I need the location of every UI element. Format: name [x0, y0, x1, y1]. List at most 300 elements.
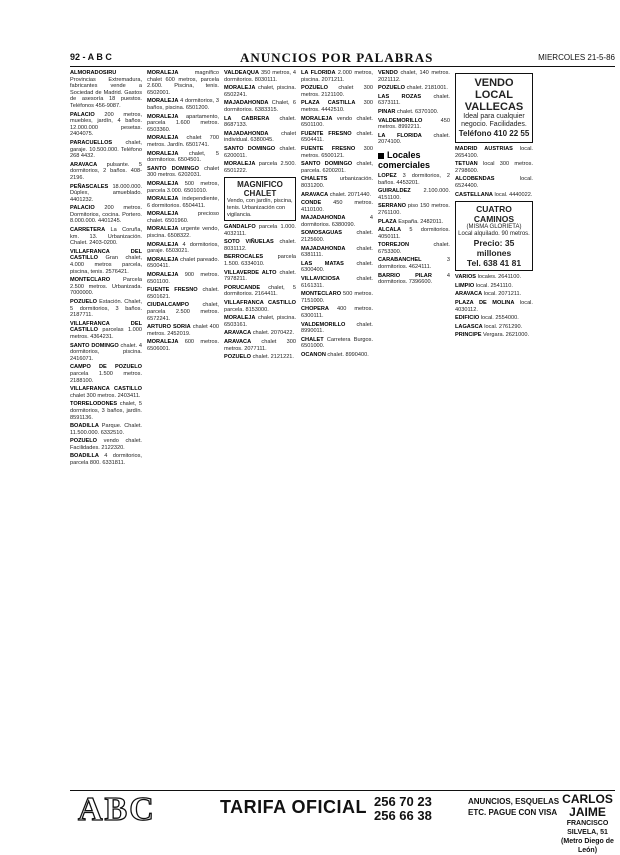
classified-ad-keyword: MAJADAHONDA: [224, 130, 269, 137]
classified-ad-text: chalet. 6753300.: [378, 242, 450, 255]
classified-ad: [147, 135, 219, 148]
classified-ad-keyword: LA FLORIDA: [378, 132, 422, 139]
classified-ad-keyword: MORALEJA: [147, 150, 179, 157]
classified-ad: [147, 211, 219, 224]
classified-ad-keyword: POZUELO: [70, 438, 98, 445]
classified-ad: [147, 257, 219, 270]
classified-ad-text: Provincias Extremadura, fabricantes vende a Sociedad de Madrid. Gastos de asesoría 18 puestos. Teléfonos 456-9087.: [70, 76, 142, 109]
classified-ad-keyword: ALCALA: [378, 227, 401, 234]
classified-ad: [224, 300, 296, 313]
classified-ad: [455, 283, 533, 290]
classified-ad-text: local. 4030112.: [455, 299, 533, 313]
classified-ad-keyword: SANTO DOMINGO: [70, 342, 119, 349]
classified-ad-text: apartamento, parcela 1.600 metros. 6503360.: [147, 113, 219, 133]
classifieds-columns: [70, 70, 615, 785]
classified-ad-text: parcelas 1.000 metros. 4364231.: [70, 327, 142, 340]
classified-ad: [455, 291, 533, 298]
classified-ad-text: 500 metros, parcela 3.000. 6501010.: [147, 180, 219, 194]
classified-ad: [378, 85, 450, 92]
classified-ad-keyword: VILLAFRANCA CASTILLO: [70, 386, 142, 393]
column-ads-top: [378, 70, 450, 146]
classified-ad-keyword: VALDEMORILLO: [301, 321, 346, 328]
classified-ad-text: chalet. 8031112.: [224, 239, 296, 252]
classified-ad-keyword: CHALET: [301, 336, 324, 343]
column-ads: [455, 146, 533, 198]
classified-ad-keyword: PINAR: [378, 108, 396, 115]
classified-ad: [455, 176, 533, 189]
classified-ad-text: chalet. 6504411.: [301, 130, 373, 144]
classified-ad-text: parcela 2.500. 6501222.: [224, 161, 296, 174]
classified-ad-keyword: MONTECLARO: [70, 277, 111, 284]
classified-ad-text: chalet, 5 dormitorios. 6504501.: [147, 150, 219, 164]
classified-ad: [301, 246, 373, 259]
classified-ad-keyword: CARABANCHEL: [378, 257, 422, 264]
classified-ad: [224, 146, 296, 159]
classified-ad: [301, 291, 373, 304]
classified-ad-keyword: MAJADAHONDA: [301, 215, 346, 222]
square-bullet-icon: [378, 153, 384, 159]
classified-ad-text: chalet, piscina. 6502241.: [224, 85, 296, 98]
classified-ad-keyword: PLAZA: [378, 218, 397, 225]
classified-ad: [224, 85, 296, 98]
classified-ad-keyword: CIUDALCAMPO: [147, 302, 189, 309]
classified-ad: [147, 339, 219, 352]
classified-ad-keyword: ARAVACA: [455, 291, 483, 298]
classified-ad: [224, 224, 296, 237]
classified-ad: [70, 321, 142, 341]
classified-ad-keyword: MORALEJA: [224, 315, 256, 322]
classified-ad-keyword: MORALEJA: [147, 196, 179, 203]
classified-ad: [378, 70, 450, 83]
cc-title: CUATRO CAMINOS: [473, 204, 515, 225]
classified-ad-text: chalet. 8990400.: [325, 351, 369, 358]
classified-ad: [70, 112, 142, 138]
agency-name: CARLOS JAIME: [562, 792, 613, 819]
classified-ad-text: 200 metros, muebles, jardín, 4 baños. 12.000.000 pesetas. 2404075.: [70, 111, 142, 138]
classified-ad: [301, 116, 373, 129]
classified-ad-keyword: CONDE: [301, 200, 322, 207]
classified-ad-keyword: MORALEJA: [147, 180, 179, 187]
classified-ad-keyword: LIMPIO: [455, 282, 475, 289]
classified-ad: [224, 161, 296, 174]
classified-ad: [301, 322, 373, 335]
classified-ad-keyword: PARACUELLOS: [70, 139, 113, 146]
classified-ad: [224, 339, 296, 352]
classified-ad-text: chalet. 4 dormitorios, piscina. 2416071.: [70, 342, 142, 362]
classified-ad-text: urbanización. 8031200.: [301, 176, 373, 189]
classified-ad: [224, 354, 296, 361]
classified-ad-keyword: EDIFICIO: [455, 315, 480, 322]
classified-ad-text: 4 dormitorios. 6380090.: [301, 215, 373, 228]
classified-ad-keyword: LAGASCA: [455, 323, 483, 330]
ad-info: [468, 796, 559, 818]
classified-ad: [378, 94, 450, 107]
classified-ad: [147, 114, 219, 134]
classified-ad-text: 400 metros. 6300111.: [301, 306, 373, 319]
classified-ad-text: Estación. Chalet, 5 dormitorios, 3 baños. 2187711.: [70, 299, 142, 319]
classified-ad-keyword: SANTO DOMINGO: [301, 161, 353, 168]
classified-ad: [147, 181, 219, 194]
classified-ad-text: Parque. Chalet. 11.500.000. 6332510.: [70, 423, 142, 436]
classified-ad-text: pulsante. 5 dormitorios, 2 baños. 408-2196.: [70, 161, 142, 181]
classified-ad-keyword: PALACIO: [70, 111, 95, 118]
classified-ad-keyword: POZUELO: [224, 354, 252, 361]
classified-ad-keyword: GANDALFO: [224, 224, 256, 231]
classified-ad-keyword: BOADILLA: [70, 423, 99, 430]
classified-column: [70, 70, 142, 785]
classified-ad-text: locales. 2641100.: [476, 274, 522, 281]
vallecas-box: [455, 73, 533, 143]
classified-ad: [70, 140, 142, 160]
classified-column: [301, 70, 373, 785]
page-number: 92 - A B C: [70, 52, 112, 62]
classified-ad-text: local. 2761290.: [482, 323, 523, 330]
classified-ad: [301, 230, 373, 243]
classified-ad: [378, 118, 450, 131]
issue-date: MIERCOLES 21-5-86: [538, 53, 615, 62]
classified-ad: [455, 192, 533, 199]
column-ads-bottom: [455, 274, 533, 339]
classified-ad-keyword: MADRID AUSTRIAS: [455, 146, 513, 152]
classified-ad: [224, 330, 296, 337]
classified-ad-text: independiente, 6 dormitorios. 6504411.: [147, 196, 219, 209]
classified-ad-text: chalet, piscina. 6503161.: [224, 315, 296, 328]
classified-ad-text: 18.000.000. Dúplex, amueblado. 4401232.: [70, 183, 142, 203]
classified-ad: [147, 166, 219, 179]
classified-ad-text: local. 2541110.: [474, 282, 513, 289]
classified-ad-keyword: LA CABRERA: [224, 115, 270, 122]
classified-ad: [147, 226, 219, 239]
classified-ad-text: chalet. 8990011.: [301, 321, 373, 335]
classified-ad-keyword: MORALEJA: [147, 256, 179, 263]
classified-ad-keyword: FUENTE FRESNO: [301, 130, 352, 137]
classified-ad: [224, 315, 296, 328]
classified-ad: [70, 438, 142, 451]
classified-ad: [455, 324, 533, 331]
cuatro-caminos-box: [455, 201, 533, 271]
classified-ad-keyword: POZUELO: [301, 85, 329, 92]
classified-ad-text: 4 dormitorios. 7396600.: [378, 272, 450, 286]
classified-ad: [147, 324, 219, 337]
classified-ad-text: chalet 300 metros. 2403411.: [70, 392, 141, 399]
classified-ad-text: local 300 metros. 2798600.: [455, 161, 533, 174]
classified-column: [378, 70, 450, 785]
classified-ad-text: 4 dormitorios, garaje. 6503021.: [147, 241, 219, 255]
classified-ad: [224, 270, 296, 283]
classified-ad: [301, 215, 373, 228]
classified-ad-text: chalet, 140 metros. 2021112.: [378, 70, 450, 83]
classified-ad-text: 450 metros. 4110100.: [301, 200, 373, 213]
classified-ad: [224, 116, 296, 129]
classified-ad-text: Chalet, 6 dormitorios. 6383315.: [224, 100, 296, 113]
classified-ad: [378, 227, 450, 240]
classified-ad-text: 5 dormitorios. 4050111.: [378, 227, 450, 240]
classified-ad-text: parcela. 8153000.: [224, 306, 269, 313]
classified-ad-text: local. 2554000.: [479, 315, 519, 322]
classified-ad-keyword: LOPEZ: [378, 172, 397, 179]
classified-ad-text: Parcela 2.500 metros. Urbanizada. 7000000.: [70, 277, 142, 297]
cc-price: Precio: 35 millones: [473, 238, 515, 259]
magnifico-title: MAGNIFICO CHALET: [237, 180, 283, 199]
classified-ad-keyword: MORALEJA: [147, 226, 179, 233]
classified-ad: [224, 239, 296, 252]
classified-ad-text: La Coruña, km. 13. Urbanización. Chalet. 2403-0200.: [70, 227, 142, 247]
classified-ad-keyword: CARRETERA: [70, 227, 106, 234]
classified-ad-keyword: MORALEJA: [147, 98, 179, 105]
classified-ad-keyword: FUENTE FRESNO: [147, 287, 198, 294]
classified-ad-keyword: SOTO VIÑUELAS: [224, 239, 274, 246]
classified-ad: [70, 453, 142, 466]
classified-ad: [301, 146, 373, 159]
classified-ad: [147, 272, 219, 285]
classified-ad-keyword: SANTO DOMINGO: [147, 165, 199, 172]
classified-ad-keyword: PLAZA DE MOLINA: [455, 299, 515, 306]
classified-ad: [378, 203, 450, 216]
classified-ad-keyword: ARAVACA: [224, 330, 252, 337]
classified-ad-text: chalet. 8687133.: [224, 115, 296, 129]
classified-ad-text: chalet 400 metros. 2452019.: [147, 324, 219, 337]
classified-ad-text: chalet. 2074100.: [378, 132, 450, 146]
classified-ad-text: chalet pareado. 6500411.: [147, 256, 219, 270]
classified-ad-text: 300 metros. 4442510.: [301, 100, 373, 113]
classified-ad-text: chalet. 2121221.: [251, 354, 294, 361]
classified-ad-text: parcela 1.500. 6334010.: [224, 254, 296, 268]
classified-ad-text: chalet 700 metros. Jardín. 6501741.: [147, 135, 219, 148]
column-ads-top: [224, 70, 296, 174]
magnifico-body: Vendo, con jardín, piscina, tenis. Urbanización con vigilancia.: [227, 198, 293, 218]
tarifa-oficial: TARIFA OFICIAL: [220, 797, 367, 817]
classified-ad-keyword: VARIOS: [455, 274, 477, 281]
classified-ad-keyword: ARAVACA: [301, 191, 329, 198]
classified-ad-keyword: SANTO DOMINGO: [224, 145, 276, 152]
classified-column: [455, 70, 533, 785]
classified-ad-keyword: ARAVACA: [70, 161, 98, 168]
classified-ad: [301, 352, 373, 359]
classified-ad: [147, 242, 219, 255]
abc-logo: ABC: [78, 791, 156, 828]
classified-ad-keyword: MORALEJA: [147, 135, 179, 142]
phone-2: 256 66 38: [374, 808, 432, 823]
classified-ad-text: Gran chalet, 4.000 metros parcela, piscina, tenis. 2576421.: [70, 255, 142, 275]
classified-ad: [301, 276, 373, 289]
classified-ad: [301, 200, 373, 213]
classified-ad-text: chalet, 5 dormitorios, 3 baños, jardín. 8591136.: [70, 401, 142, 421]
classified-ad-keyword: PLAZA CASTILLA: [301, 100, 356, 107]
classified-ad: [301, 261, 373, 274]
magnifico-chalet-box: [224, 177, 296, 221]
classified-ad-text: chalet. 6300400.: [301, 260, 373, 274]
classified-ad-keyword: CASTELLANA: [455, 191, 493, 198]
classified-ad: [378, 133, 450, 146]
classified-ad-text: 450 metros. 8992211.: [378, 117, 450, 131]
agency-info: [560, 793, 615, 855]
classified-ad-keyword: MORALEJA: [147, 211, 179, 218]
phone-1: 256 70 23: [374, 794, 432, 809]
classified-ad-text: 200 metros. Dormitorios, cocina. Portero. 8.000.000. 4401245.: [70, 205, 142, 225]
vallecas-body: Ideal para cualquier negocio. Facilidades.: [461, 113, 527, 128]
classified-ad-text: 500 metros. 7151000.: [301, 291, 373, 304]
classified-ad-text: vendo chalet. 6501100.: [301, 115, 373, 129]
classified-ad-text: chalet, parcela. 6200201.: [301, 161, 373, 174]
classified-ad-text: chalet. 6501621.: [147, 287, 219, 300]
classified-ad-keyword: VALDEMORILLO: [378, 117, 423, 124]
classified-ad-keyword: PORUCANDE: [224, 284, 261, 291]
ad-info-1: ANUNCIOS, ESQUELAS: [468, 797, 560, 806]
classified-ad-keyword: LAS MATAS: [301, 260, 344, 267]
classified-ad-keyword: PALACIO: [70, 205, 95, 212]
classified-ad-text: chalet. 6373111.: [378, 93, 450, 107]
classified-ad-keyword: MORALEJA: [147, 241, 179, 248]
classified-ad-text: parcela 1.500 metros. 2188100.: [70, 370, 142, 384]
classified-ad-keyword: MORALEJA: [147, 70, 179, 76]
classified-ad: [70, 423, 142, 436]
vallecas-tel: Teléfono 410 22 55: [458, 129, 530, 138]
classified-ad-keyword: MAJADAHONDA: [301, 245, 346, 252]
classified-ad-keyword: MORALEJA: [147, 272, 179, 279]
classified-ad: [70, 401, 142, 421]
classified-ad-keyword: MAJADAHONDA: [224, 100, 269, 107]
classified-ad-keyword: GUIRALDEZ: [378, 188, 411, 195]
classified-ad: [378, 219, 450, 226]
classified-ad-text: 4 dormitorios, parcela 800. 6331811.: [70, 453, 142, 467]
classified-ad: [301, 337, 373, 350]
classified-ad-keyword: PEÑASCALES: [70, 183, 109, 190]
classified-ad: [70, 184, 142, 204]
classified-ad-text: local. 6524400.: [455, 176, 533, 189]
classified-ad: [147, 70, 219, 96]
classified-ad-text: local. 4440022.: [492, 191, 533, 198]
classified-ad-text: local. 2654100.: [455, 146, 533, 159]
classified-ad-text: chalet 300 metros. 6202031.: [147, 165, 219, 179]
classified-ad-text: 3 dormitorios, 2 baños. 4453201.: [378, 172, 450, 186]
classified-ad-text: 4 dormitorios, 3 baños, piscina. 6501200.: [147, 98, 219, 111]
classified-ad-text: chalet, parcela 2.500 metros. 6572241.: [147, 302, 219, 322]
classified-ad: [301, 176, 373, 189]
classified-ad-keyword: MORALEJA: [224, 85, 256, 92]
classified-ad: [455, 315, 533, 322]
classified-ad: [70, 227, 142, 247]
classified-ad-keyword: BARRIO PILAR: [378, 272, 432, 279]
classified-ad: [147, 196, 219, 209]
classified-ad-keyword: OCANON: [301, 351, 326, 358]
classified-ad-text: 3 dormitorios. 4624111.: [378, 257, 450, 271]
classified-ad: [455, 274, 533, 281]
classified-ad-keyword: POZUELO: [70, 299, 98, 305]
classified-ad-text: local. 2071211.: [482, 291, 522, 298]
section-heading-locales: Locales comerciales: [378, 149, 431, 170]
classified-ad-text: urgente vendo, piscina. 6508322.: [147, 226, 219, 240]
classified-ad-text: chalet individual. 6380045.: [224, 130, 296, 144]
classified-ad: [224, 285, 296, 298]
classified-ad-keyword: VILLAVICIOSA: [301, 276, 340, 283]
classified-ad-text: chalet. 7978211.: [224, 269, 296, 283]
classified-ad: [301, 70, 373, 83]
classified-ad-keyword: ALCOBENDAS: [455, 176, 495, 183]
classified-ad-text: chalet, garaje. 10.500.000. Teléfono 268 4432.: [70, 139, 142, 160]
classified-ad-keyword: VILLAFRANCA DEL CASTILLO: [70, 248, 142, 262]
classified-ad: [147, 287, 219, 300]
classified-ad-keyword: MORALEJA: [147, 113, 179, 120]
classified-ad-keyword: BOADILLA: [70, 453, 99, 460]
classified-ad: [147, 151, 219, 164]
phone-numbers: [374, 795, 432, 823]
classified-ad: [455, 161, 533, 174]
classified-ad: [301, 306, 373, 319]
classified-ad-text: chalet. 2125600.: [301, 230, 373, 244]
classified-ad-keyword: FUENTE FRESNO: [301, 145, 356, 152]
classified-ad-keyword: BERROCALES: [224, 254, 264, 261]
classified-ad-text: chalet 300 metros. 2121100.: [301, 85, 373, 98]
classified-ad: [70, 70, 142, 110]
classified-ad-keyword: VENDO: [378, 70, 398, 76]
classified-ad-text: parcela 1.000. 4032111.: [224, 224, 296, 237]
classified-ad-text: chalet. 2070422.: [251, 330, 295, 337]
classified-ad: [301, 131, 373, 144]
classified-ad: [224, 70, 296, 83]
classified-ad-keyword: MORALEJA: [147, 339, 179, 346]
classified-ad-text: España. 2482011.: [396, 218, 444, 225]
classified-ad-keyword: SOMOSAGUAS: [301, 230, 343, 237]
classified-ad: [70, 386, 142, 399]
classified-ad-keyword: TORREJON: [378, 242, 409, 249]
classified-ad: [378, 109, 450, 116]
classified-ad: [70, 205, 142, 225]
classified-ad-text: chalet. 6161311.: [301, 276, 373, 289]
classified-ad-keyword: MONTECLARO: [301, 291, 342, 298]
classified-ad-text: chalet. 6200011.: [224, 145, 296, 159]
classified-ad-text: Carretera Burgos. 6501000.: [301, 336, 373, 350]
classified-column: [224, 70, 296, 785]
classified-ad-keyword: POZUELO: [378, 85, 406, 92]
classified-ad-keyword: LA FLORIDA: [301, 70, 336, 76]
classified-ad-text: 2.000 metros, piscina. 2071211.: [301, 70, 373, 83]
vallecas-title1: VENDO LOCAL: [474, 77, 514, 101]
classified-ad-keyword: VILLAFRANCA DEL CASTILLO: [70, 320, 142, 334]
classified-ad-keyword: LAS ROZAS: [378, 93, 422, 100]
classified-ad-text: chalet, 5 dormitorios. 2164411.: [224, 284, 296, 298]
classified-ad-text: vendo chalet. Facilidades. 2122320.: [70, 438, 142, 451]
classified-ad-keyword: VALDEAQUA: [224, 70, 260, 76]
classified-column: [147, 70, 219, 785]
classified-ad-text: magnífico chalet 600 metros, parcela 2.600. Piscina, tenis. 6502001.: [147, 70, 219, 96]
classified-ad: [70, 162, 142, 182]
cc-body: Local alquilado. 90 metros.: [458, 231, 530, 238]
classified-ad-keyword: PRINCIPE: [455, 332, 482, 339]
classified-ad-text: 600 metros. 6506001.: [147, 339, 219, 352]
classified-ad-keyword: ARAVACA: [224, 339, 252, 345]
classified-ad: [224, 100, 296, 113]
classified-ad: [301, 100, 373, 113]
classified-ad: [224, 131, 296, 144]
classified-ad: [70, 343, 142, 363]
classified-ad: [147, 302, 219, 322]
cc-sub: (MISMA GLORIETA): [466, 224, 522, 231]
agency-address: FRANCISCO SILVELA, 51: [566, 820, 609, 836]
classified-ad-text: 350 metros, 4 dormitorios. 8030111.: [224, 70, 296, 83]
classified-ad: [455, 332, 533, 339]
classified-ad-text: Vergara. 2621000.: [481, 332, 530, 339]
classified-ad-text: 900 metros. 6501100.: [147, 272, 219, 285]
classified-ad: [301, 192, 373, 199]
ad-info-2: ETC. PAGUE CON VISA: [468, 808, 558, 817]
column-ads-bottom: [224, 224, 296, 361]
page-footer: [70, 790, 615, 854]
classified-ad-keyword: TETUAN: [455, 161, 478, 168]
classified-ad-keyword: CHOPERA: [301, 306, 329, 313]
classified-ad-keyword: VILLAVERDE ALTO: [224, 269, 277, 276]
classified-ad-keyword: TORRELODONES: [70, 401, 118, 408]
classified-ad-text: 300 metros. 6500121.: [301, 145, 373, 159]
